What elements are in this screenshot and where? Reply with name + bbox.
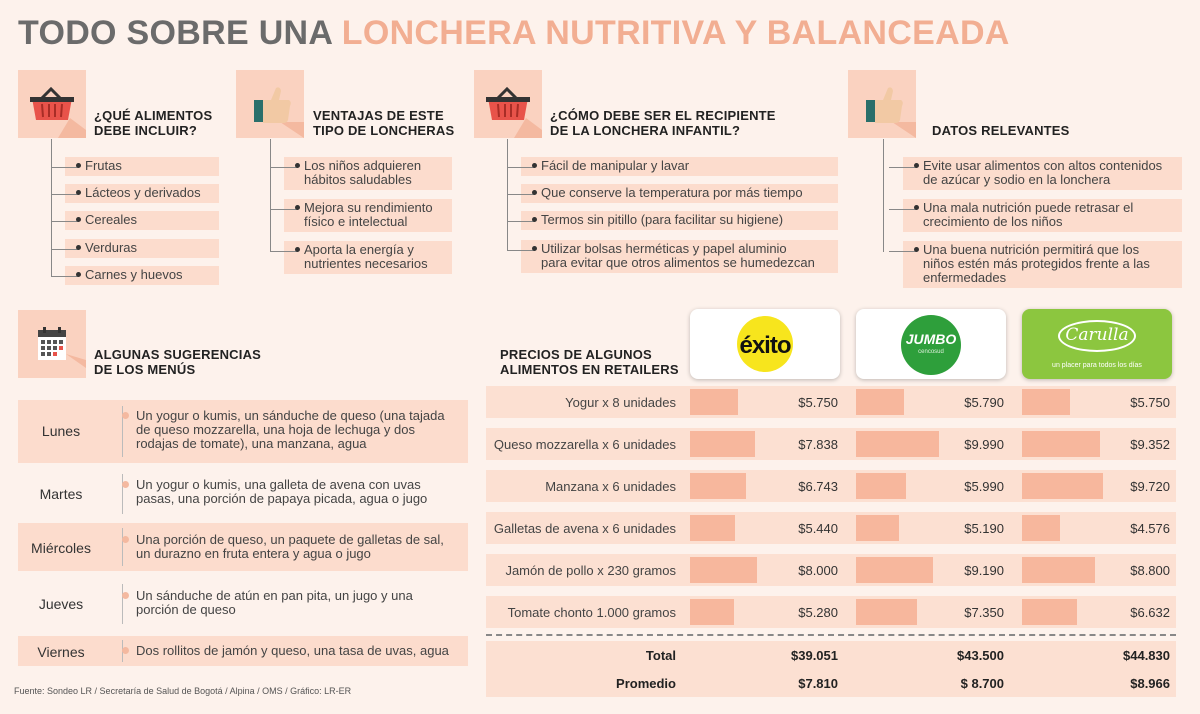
- price-bar: [690, 473, 746, 499]
- logo-carulla: Carulla un placer para todos los días: [1022, 309, 1172, 379]
- price-value: $5.750: [798, 395, 838, 410]
- price-value: $6.632: [1130, 605, 1170, 620]
- day-label: Martes: [39, 486, 83, 502]
- tree-line: [270, 139, 271, 251]
- list-item: Evite usar alimentos con altos contenidos de azúcar y sodio en la lonchera: [903, 157, 1182, 190]
- day-label: Lunes: [41, 423, 81, 439]
- price-value: $9.352: [1130, 437, 1170, 452]
- price-bar: [856, 473, 906, 499]
- day-label: Viernes: [37, 644, 85, 660]
- logo-jumbo: JUMBO cencosud: [856, 309, 1006, 379]
- price-row: [486, 428, 1176, 460]
- title-part-2: LONCHERA NUTRITIVA Y BALANCEADA: [341, 14, 1010, 52]
- average-row: [486, 669, 1176, 697]
- menu-text: Una porción de queso, un paquete de galletas de sal, un durazno en fruta entera y agua o jugo: [136, 532, 444, 561]
- price-row: [486, 554, 1176, 586]
- logo-exito: éxito: [690, 309, 840, 379]
- average-label: Promedio: [616, 676, 676, 691]
- heading-precios: PRECIOS DE ALGUNOS ALIMENTOS EN RETAILERS: [500, 347, 679, 377]
- title-part-1: TODO SOBRE UNA: [18, 14, 333, 52]
- list-item: Que conserve la temperatura por más tiempo: [521, 184, 838, 203]
- average-value: $ 8.700: [960, 676, 1004, 691]
- thumbs-up-icon: [236, 70, 304, 138]
- list-item: Una buena nutrición permitirá que los niños estén más protegidos frente a las enfermedades: [903, 241, 1182, 288]
- menu-text: Dos rollitos de jamón y queso, una tasa de uvas, agua: [136, 643, 449, 658]
- product-name: Tomate chonto 1.000 gramos: [507, 605, 676, 620]
- price-value: $5.990: [964, 479, 1004, 494]
- divider: [122, 528, 123, 566]
- heading-ventajas: VENTAJAS DE ESTE TIPO DE LONCHERAS: [313, 108, 455, 138]
- price-bar: [690, 389, 738, 415]
- price-value: $6.743: [798, 479, 838, 494]
- list-item: Fácil de manipular y lavar: [521, 157, 838, 176]
- price-value: $5.280: [798, 605, 838, 620]
- price-bar: [690, 431, 755, 457]
- page-title: [18, 14, 1010, 53]
- price-value: $7.350: [964, 605, 1004, 620]
- price-value: $5.190: [964, 521, 1004, 536]
- product-name: Queso mozzarella x 6 unidades: [493, 437, 676, 452]
- list-item: Carnes y huevos: [65, 266, 219, 285]
- list-item: Termos sin pitillo (para facilitar su higiene): [521, 211, 838, 230]
- price-row: [486, 386, 1176, 418]
- average-value: $8.966: [1130, 676, 1170, 691]
- price-value: $5.790: [964, 395, 1004, 410]
- divider: [122, 584, 123, 624]
- price-value: $7.838: [798, 437, 838, 452]
- price-value: $4.576: [1130, 521, 1170, 536]
- heading-recipiente: ¿CÓMO DEBE SER EL RECIPIENTE DE LA LONCHERA INFANTIL?: [550, 108, 776, 138]
- list-item: Aporta la energía y nutrientes necesarios: [284, 241, 452, 274]
- price-bar: [856, 515, 899, 541]
- product-name: Jamón de pollo x 230 gramos: [505, 563, 676, 578]
- basket-icon: [18, 70, 86, 138]
- list-item: Frutas: [65, 157, 219, 176]
- list-item: Mejora su rendimiento físico e intelectual: [284, 199, 452, 232]
- calendar-icon: [18, 310, 86, 378]
- price-bar: [856, 557, 933, 583]
- list-item: Cereales: [65, 211, 219, 230]
- menu-row-lunes: [18, 400, 468, 463]
- price-bar: [856, 431, 939, 457]
- price-row: [486, 470, 1176, 502]
- list-item: Verduras: [65, 239, 219, 258]
- price-row: [486, 512, 1176, 544]
- price-bar: [856, 599, 917, 625]
- menu-text: Un yogur o kumis, un sánduche de queso (una tajada de queso mozzarella, una hoja de lechuga y dos rodajas de tomate), una manzana, agua: [136, 408, 445, 451]
- heading-menus: ALGUNAS SUGERENCIAS DE LOS MENÚS: [94, 347, 262, 377]
- footer-source: Fuente: Sondeo LR / Secretaría de Salud de Bogotá / Alpina / OMS / Gráfico: LR-ER: [14, 686, 352, 696]
- bullet: [122, 647, 129, 654]
- product-name: Manzana x 6 unidades: [545, 479, 676, 494]
- price-bar: [1022, 557, 1095, 583]
- bullet: [122, 592, 129, 599]
- bullet: [122, 536, 129, 543]
- price-bar: [690, 557, 757, 583]
- thumbs-up-icon: [848, 70, 916, 138]
- price-value: $9.720: [1130, 479, 1170, 494]
- tree-line: [51, 139, 52, 277]
- total-value: $39.051: [791, 648, 838, 663]
- price-row: [486, 596, 1176, 628]
- basket-icon: [474, 70, 542, 138]
- menu-row-miercoles: [18, 523, 468, 571]
- price-bar: [1022, 515, 1060, 541]
- price-bar: [690, 599, 734, 625]
- price-value: $9.190: [964, 563, 1004, 578]
- menu-row-martes: [18, 466, 468, 518]
- total-value: $44.830: [1123, 648, 1170, 663]
- day-label: Miércoles: [31, 540, 91, 556]
- list-item: Los niños adquieren hábitos saludables: [284, 157, 452, 190]
- product-name: Galletas de avena x 6 unidades: [493, 521, 676, 536]
- divider: [486, 634, 1176, 636]
- total-label: Total: [645, 648, 676, 663]
- price-bar: [1022, 473, 1103, 499]
- tree-line: [883, 139, 884, 252]
- menu-row-jueves: [18, 576, 468, 630]
- price-value: $5.440: [798, 521, 838, 536]
- bullet: [122, 481, 129, 488]
- list-item: Una mala nutrición puede retrasar el crecimiento de los niños: [903, 199, 1182, 232]
- list-item: Utilizar bolsas herméticas y papel aluminio para evitar que otros alimentos se humedezcan: [521, 240, 838, 273]
- bullet: [122, 412, 129, 419]
- price-value: $8.000: [798, 563, 838, 578]
- day-label: Jueves: [38, 596, 84, 612]
- price-bar: [690, 515, 735, 541]
- average-value: $7.810: [798, 676, 838, 691]
- price-bar: [1022, 599, 1077, 625]
- total-value: $43.500: [957, 648, 1004, 663]
- total-row: [486, 641, 1176, 669]
- price-value: $8.800: [1130, 563, 1170, 578]
- menu-row-viernes: [18, 636, 468, 666]
- price-bar: [856, 389, 904, 415]
- menu-text: Un yogur o kumis, una galleta de avena con uvas pasas, una porción de papaya picada, agua o jugo: [136, 477, 428, 506]
- menu-text: Un sánduche de atún en pan pita, un jugo y una porción de queso: [136, 588, 413, 617]
- price-bar: [1022, 431, 1100, 457]
- heading-datos: DATOS RELEVANTES: [932, 123, 1070, 138]
- price-value: $5.750: [1130, 395, 1170, 410]
- product-name: Yogur x 8 unidades: [565, 395, 676, 410]
- list-item: Lácteos y derivados: [65, 184, 219, 203]
- heading-alimentos: ¿QUÉ ALIMENTOS DEBE INCLUIR?: [94, 108, 213, 138]
- price-bar: [1022, 389, 1070, 415]
- divider: [122, 474, 123, 514]
- price-value: $9.990: [964, 437, 1004, 452]
